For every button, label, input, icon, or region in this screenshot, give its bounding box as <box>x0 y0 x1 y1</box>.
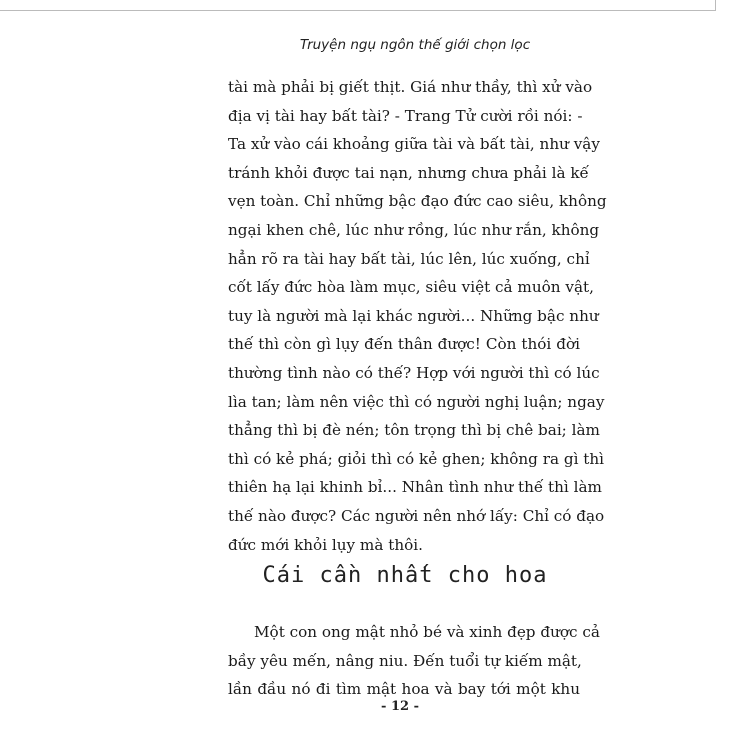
body-line: thế thì còn gì lụy đến thân được! Còn thói đời <box>228 335 580 354</box>
section-title: Cái cần nhất cho hoa <box>262 563 548 588</box>
body-text <box>228 73 607 559</box>
section-body <box>228 618 600 704</box>
page-number: - 12 - <box>381 699 419 714</box>
section-line: lần đầu nó đi tìm mật hoa và bay tới một khu <box>228 680 580 699</box>
body-line: thiên hạ lại khinh bỉ... Nhân tình như thế thì làm <box>228 478 602 497</box>
body-line: địa vị tài hay bất tài? - Trang Tử cười rồi nói: - <box>228 106 583 125</box>
body-line: cốt lấy đức hòa làm mục, siêu việt cả muôn vật, <box>228 278 594 297</box>
body-line: thế nào được? Các người nên nhớ lấy: Chỉ có đạo <box>228 506 605 525</box>
body-line: tuy là người mà lại khác người... Những bậc như <box>228 306 599 325</box>
body-line: thường tình nào có thế? Hợp với người thì có lúc <box>228 363 600 382</box>
body-line: thẳng thì bị đè nén; tôn trọng thì bị chê bai; làm <box>228 421 600 440</box>
body-line: Ta xử vào cái khoảng giữa tài và bất tài, như vậy <box>228 135 600 154</box>
body-line: tránh khỏi được tai nạn, nhưng chưa phải là kế <box>228 163 589 182</box>
body-line: tài mà phải bị giết thịt. Giá như thầy, thì xử vào <box>228 78 593 96</box>
page-edge-rule <box>0 0 716 11</box>
body-line: lìa tan; làm nên việc thì có người nghị luận; ngay <box>228 392 605 411</box>
running-head: Truyện ngụ ngôn thế giới chọn lọc <box>299 37 531 53</box>
body-line: hẳn rõ ra tài hay bất tài, lúc lên, lúc xuống, chỉ <box>228 249 590 268</box>
body-line: ngại khen chê, lúc như rồng, lúc như rắn, không <box>228 220 600 239</box>
section-line: bầy yêu mến, nâng niu. Đến tuổi tự kiếm mật, <box>228 651 582 670</box>
section-line: Một con ong mật nhỏ bé và xinh đẹp được cả <box>254 623 600 641</box>
body-line: thì có kẻ phá; giỏi thì có kẻ ghen; không ra gì thì <box>228 449 605 468</box>
body-line: đức mới khỏi lụy mà thôi. <box>228 535 423 554</box>
body-line: vẹn toàn. Chỉ những bậc đạo đức cao siêu, không <box>228 192 607 211</box>
